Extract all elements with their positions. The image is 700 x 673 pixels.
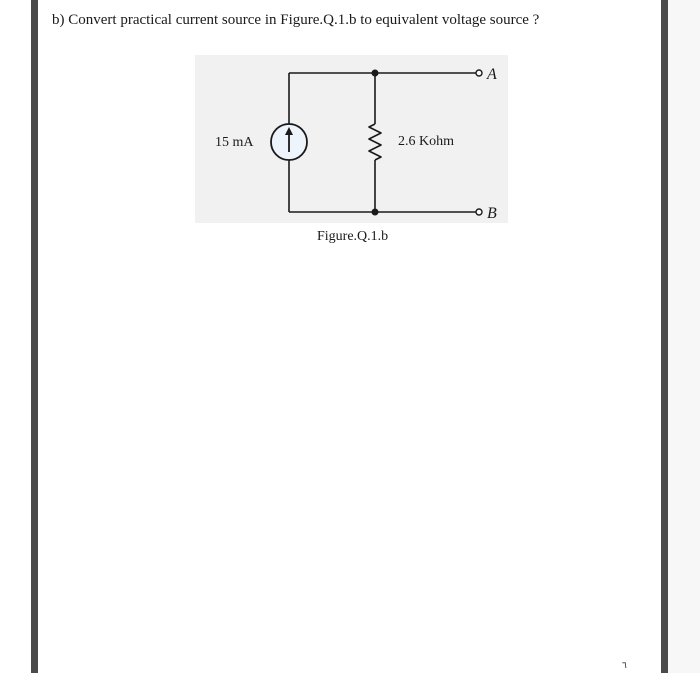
terminal-a-circle [476, 70, 482, 76]
top-junction-dot [372, 70, 379, 77]
terminal-a-label: A [487, 66, 497, 83]
source-label: 15 mA [215, 135, 254, 150]
resistor-zigzag-icon [369, 124, 381, 160]
figure-caption: Figure.Q.1.b [317, 229, 389, 244]
question-text: b) Convert practical current source in Figure.Q.1.b to equivalent voltage source ? [52, 12, 540, 28]
terminal-b-circle [476, 209, 482, 215]
terminal-b-label: B [487, 205, 497, 222]
bottom-junction-dot [372, 209, 379, 216]
corner-mark: ٦ [622, 660, 627, 670]
resistor-label: 2.6 Kohm [398, 134, 454, 149]
current-source-arrow-up-icon [271, 124, 307, 160]
